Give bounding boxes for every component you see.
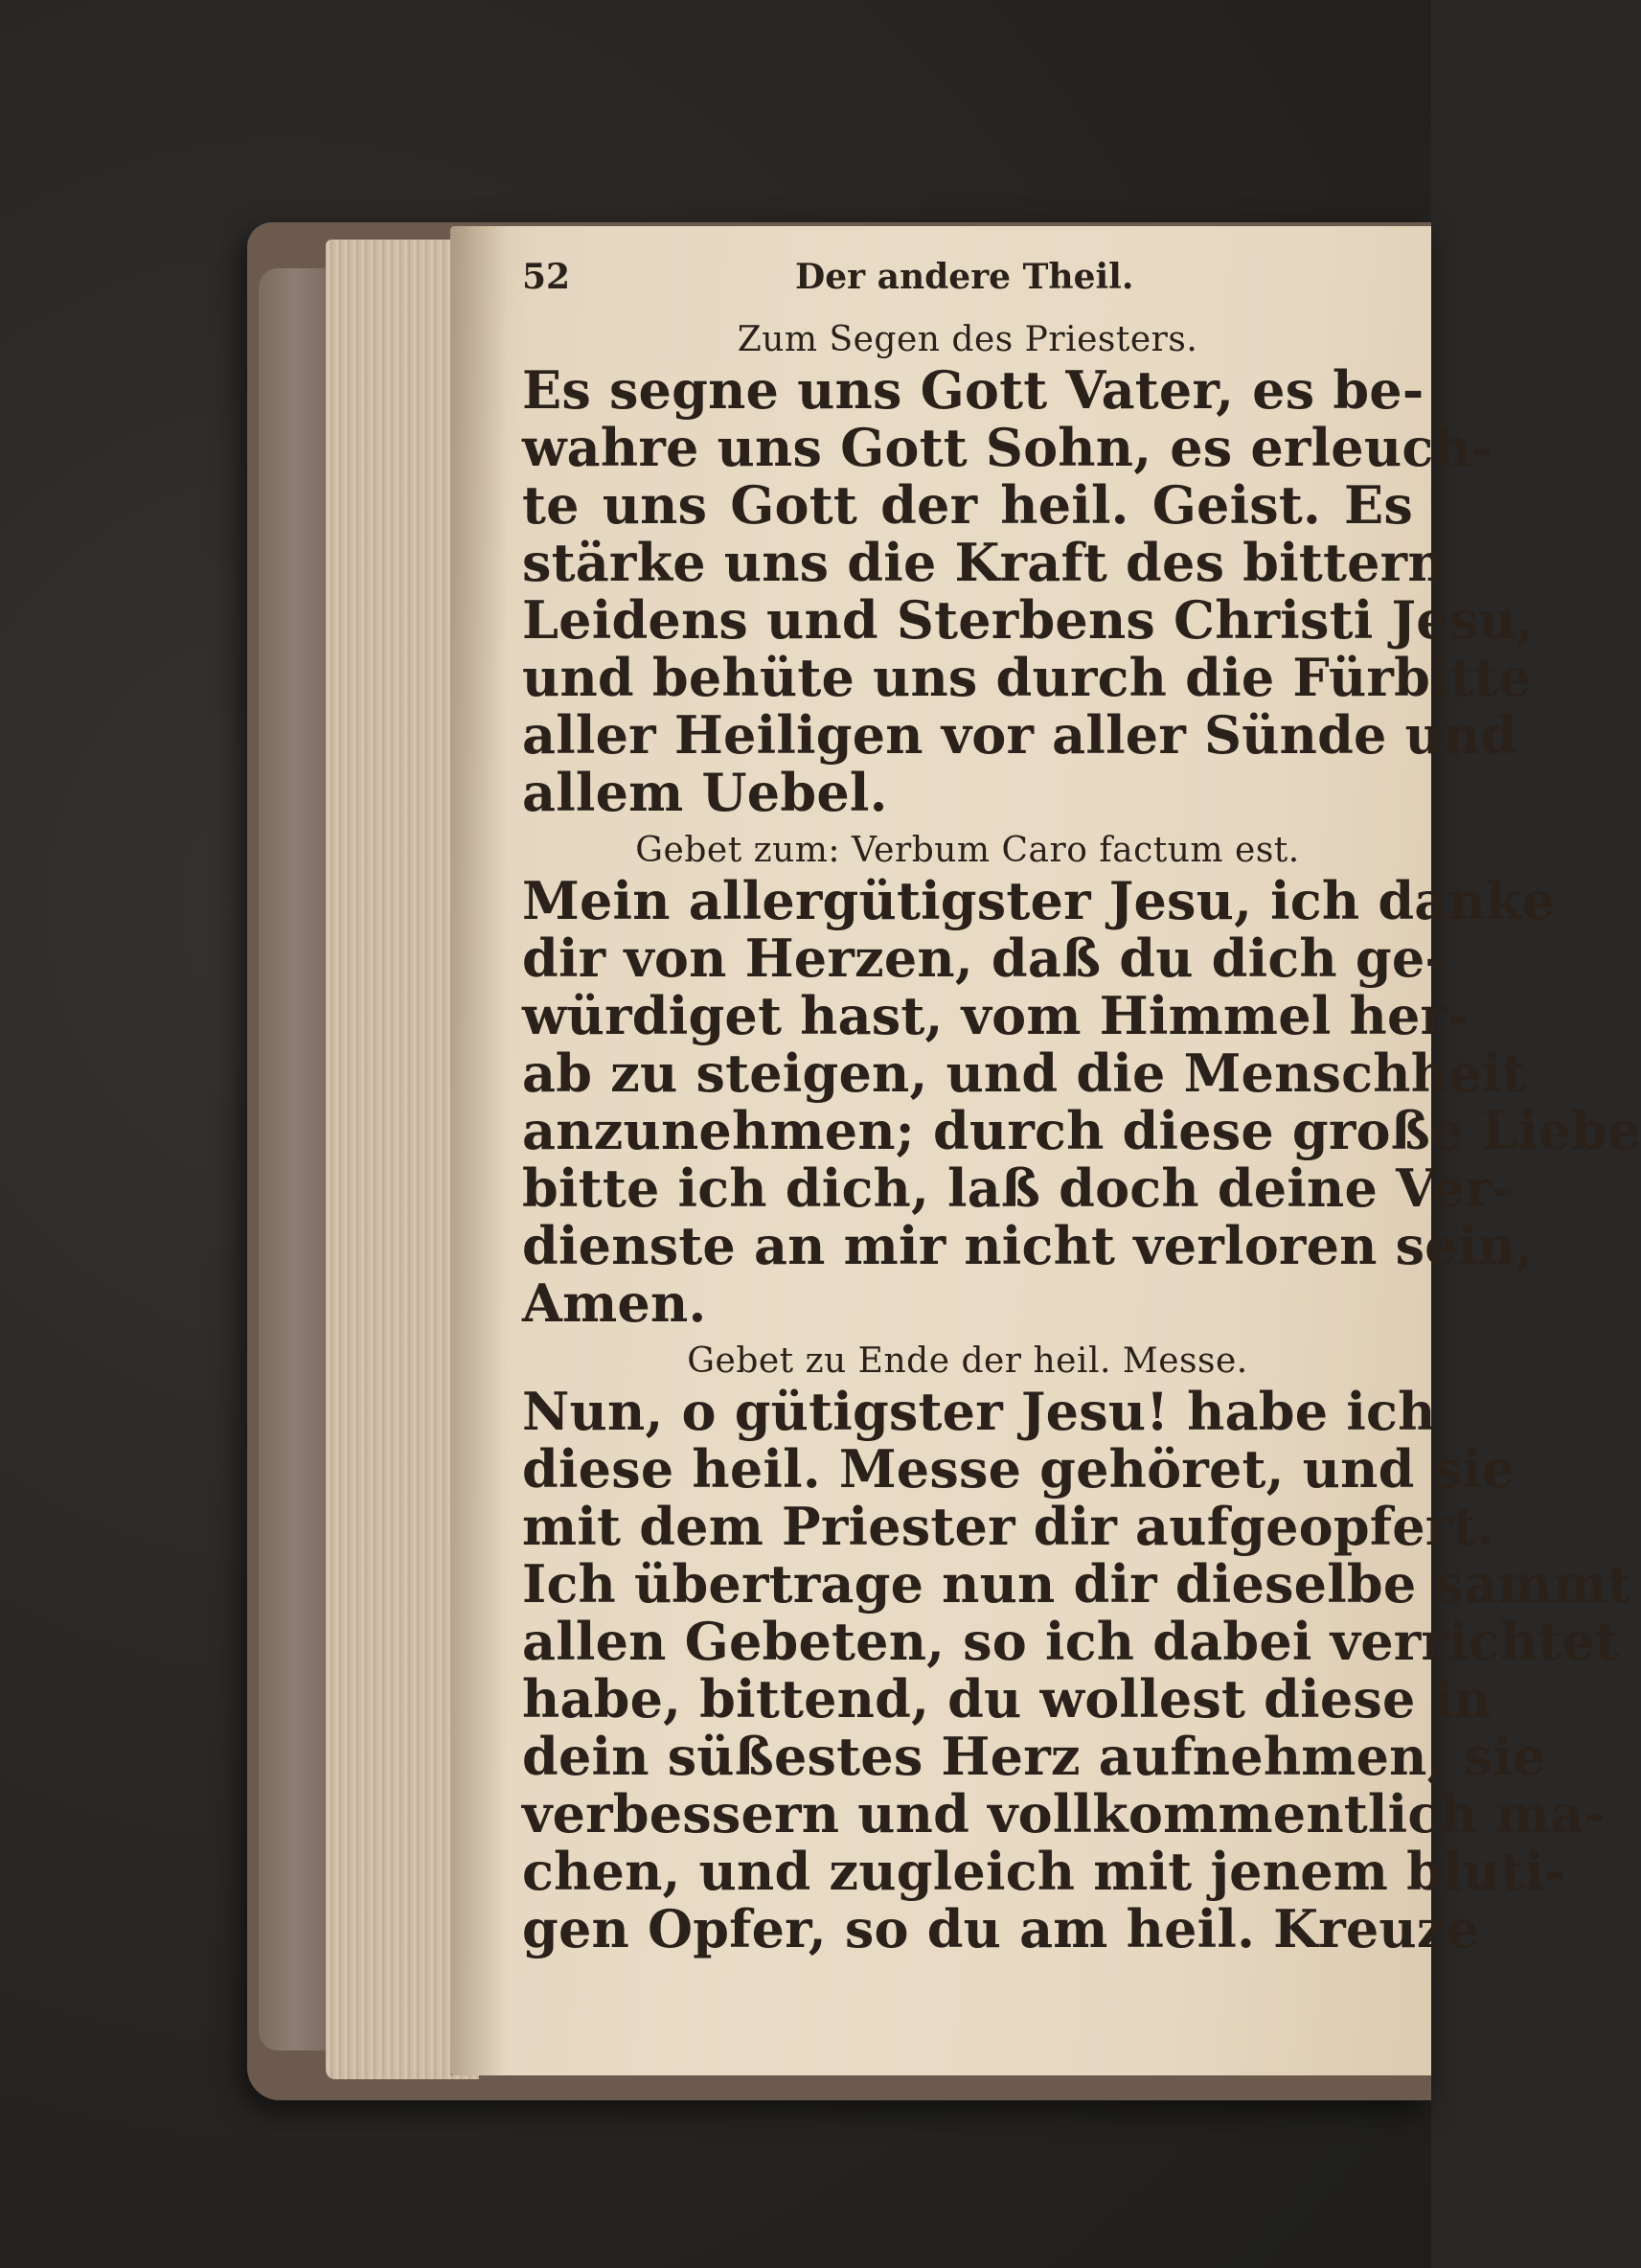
section-heading: Gebet zum: Verbum Caro factum est.	[635, 831, 1300, 870]
text-line: würdiget hast, vom Himmel her-	[522, 985, 1470, 1046]
text-line: und behüte uns durch die Fürbitte	[522, 647, 1532, 708]
text-line: mit dem Priester dir aufgeopfert.	[522, 1496, 1495, 1557]
page-gutter-shadow	[450, 226, 508, 2075]
text-line: habe, bittend, du wollest diese in	[522, 1668, 1492, 1730]
text-line: anzunehmen; durch diese große Liebe	[522, 1100, 1641, 1161]
text-line: wahre uns Gott Sohn, es erleuch-	[522, 417, 1493, 478]
text-line: Es segne uns Gott Vater, es be-	[522, 359, 1424, 421]
section-end-of-mass	[522, 1341, 1632, 1959]
text-line: diese heil. Messe gehöret, und sie	[522, 1438, 1516, 1500]
section-paragraph	[522, 870, 1641, 1334]
text-line: verbessern und vollkommentlich ma-	[522, 1783, 1607, 1844]
page-text	[522, 257, 1641, 1959]
text-line: Leidens und Sterbens Christi Jesu,	[522, 589, 1535, 651]
text-line: aller Heiligen vor aller Sünde und	[522, 704, 1517, 766]
section-verbum	[522, 831, 1641, 1334]
text-line: dir von Herzen, daß du dich ge-	[522, 928, 1447, 989]
text-line: dein süßestes Herz aufnehmen, sie	[522, 1726, 1546, 1787]
text-line: allem Uebel.	[522, 762, 888, 823]
text-line: te uns Gott der heil. Geist. Es	[522, 474, 1413, 536]
running-title: Der andere Theil.	[795, 257, 1134, 297]
section-paragraph	[522, 359, 1535, 823]
text-line: Nun, o gütigster Jesu! habe ich	[522, 1381, 1436, 1442]
text-line: dienste an mir nicht verloren sein,	[522, 1215, 1534, 1276]
text-line: allen Gebeten, so ich dabei verrichtet	[522, 1611, 1620, 1672]
text-line: gen Opfer, so du am heil. Kreuze	[522, 1898, 1480, 1959]
text-line: chen, und zugleich mit jenem bluti-	[522, 1841, 1566, 1902]
text-line: ab zu steigen, und die Menschheit	[522, 1042, 1526, 1104]
section-heading: Zum Segen des Priesters.	[737, 320, 1198, 359]
page-number: 52	[522, 257, 571, 297]
text-line: Ich übertrage nun dir dieselbe sammt	[522, 1553, 1632, 1615]
page-header	[522, 257, 1413, 314]
section-paragraph	[522, 1381, 1632, 1959]
section-heading: Gebet zu Ende der heil. Messe.	[687, 1341, 1248, 1381]
text-line: stärke uns die Kraft des bittern	[522, 532, 1446, 593]
section-blessing	[522, 320, 1535, 823]
text-line: Mein allergütigster Jesu, ich danke	[522, 870, 1556, 931]
text-line: Amen.	[522, 1272, 707, 1334]
text-line: bitte ich dich, laß doch deine Ver-	[522, 1157, 1515, 1219]
